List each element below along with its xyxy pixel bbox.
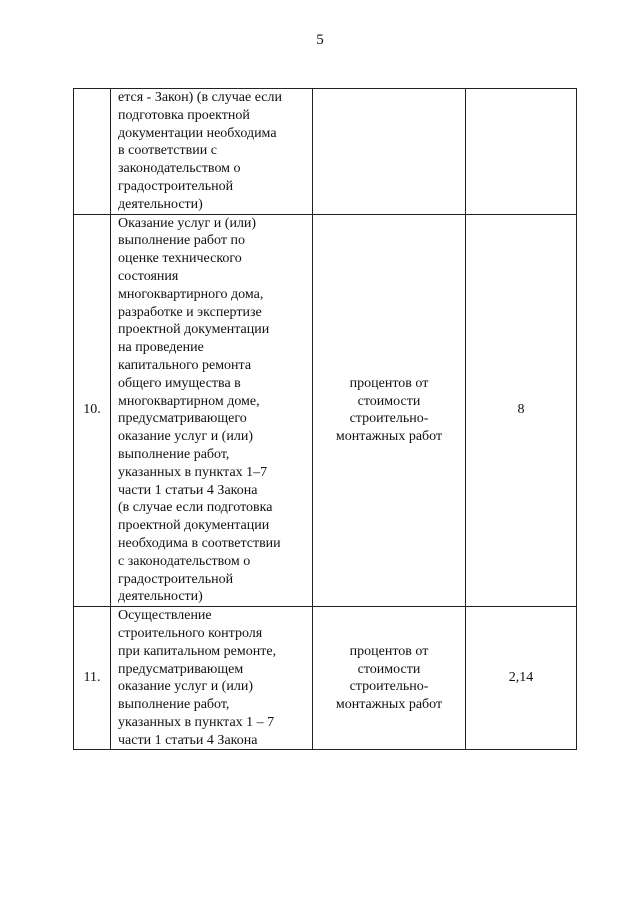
service-line: части 1 статьи 4 Закона — [118, 482, 258, 498]
service-line: подготовка проектной — [118, 107, 250, 123]
service-line: разработке и экспертизе — [118, 304, 262, 320]
service-line: Осуществление — [118, 608, 212, 624]
service-line: капитального ремонта — [118, 357, 252, 373]
service-line: выполнение работ, — [118, 697, 230, 713]
value-cell — [466, 89, 577, 215]
value-cell: 2,14 — [466, 607, 577, 750]
service-line: законодательством о — [118, 161, 241, 177]
unit-line: стоимости — [357, 661, 421, 677]
service-line: с законодательством о — [118, 553, 251, 569]
service-line: указанных в пунктах 1 – 7 — [118, 714, 275, 730]
unit-line: стоимости — [357, 393, 421, 409]
service-line: документации необходима — [118, 125, 277, 141]
tariff-table — [73, 88, 577, 750]
service-line: проектной документации — [118, 322, 270, 338]
service-line: выполнение работ, — [118, 446, 230, 462]
table-row — [74, 607, 577, 750]
unit-cell — [313, 214, 466, 607]
service-line: предусматривающего — [118, 411, 247, 427]
service-description — [111, 607, 313, 750]
table-row — [74, 214, 577, 607]
service-line: выполнение работ по — [118, 233, 245, 249]
service-line: многоквартирного дома, — [118, 286, 264, 302]
row-number: 10. — [74, 214, 111, 607]
service-line: общего имущества в — [118, 375, 241, 391]
table-row — [74, 89, 577, 215]
service-line: оценке технического — [118, 251, 242, 267]
service-line: (в случае если подготовка — [118, 500, 273, 516]
service-line: градостроительной — [118, 571, 234, 587]
unit-cell — [313, 607, 466, 750]
service-line: состояния — [118, 268, 179, 284]
service-line: оказание услуг и (или) — [118, 429, 253, 445]
service-line: указанных в пунктах 1–7 — [118, 464, 268, 480]
service-line: оказание услуг и (или) — [118, 679, 253, 695]
service-line: строительного контроля — [118, 625, 263, 641]
page-number: 5 — [316, 32, 324, 48]
unit-line: процентов от — [349, 375, 429, 391]
unit-line: процентов от — [349, 643, 429, 659]
value-cell: 8 — [466, 214, 577, 607]
service-line: ется - Закон) (в случае если — [118, 90, 282, 105]
unit-line: строительно- — [349, 679, 429, 695]
service-line: при капитальном ремонте, — [118, 643, 277, 659]
service-description — [111, 89, 313, 215]
service-line: необходима в соответствии — [118, 535, 281, 551]
unit-line: строительно- — [349, 411, 429, 427]
service-line: предусматривающем — [118, 661, 244, 677]
service-line: деятельности) — [118, 196, 203, 212]
unit-cell — [313, 89, 466, 215]
service-line: деятельности) — [118, 589, 203, 605]
service-description — [111, 214, 313, 607]
service-line: части 1 статьи 4 Закона — [118, 732, 258, 748]
service-line: градостроительной — [118, 178, 234, 194]
service-line: в соответствии с — [118, 143, 217, 159]
row-number — [74, 89, 111, 215]
service-line: многоквартирном доме, — [118, 393, 260, 409]
unit-line: монтажных работ — [335, 697, 443, 713]
service-line: Оказание услуг и (или) — [118, 215, 257, 231]
row-number: 11. — [74, 607, 111, 750]
service-line: на проведение — [118, 340, 204, 356]
unit-line: монтажных работ — [335, 429, 443, 445]
service-line: проектной документации — [118, 518, 270, 534]
